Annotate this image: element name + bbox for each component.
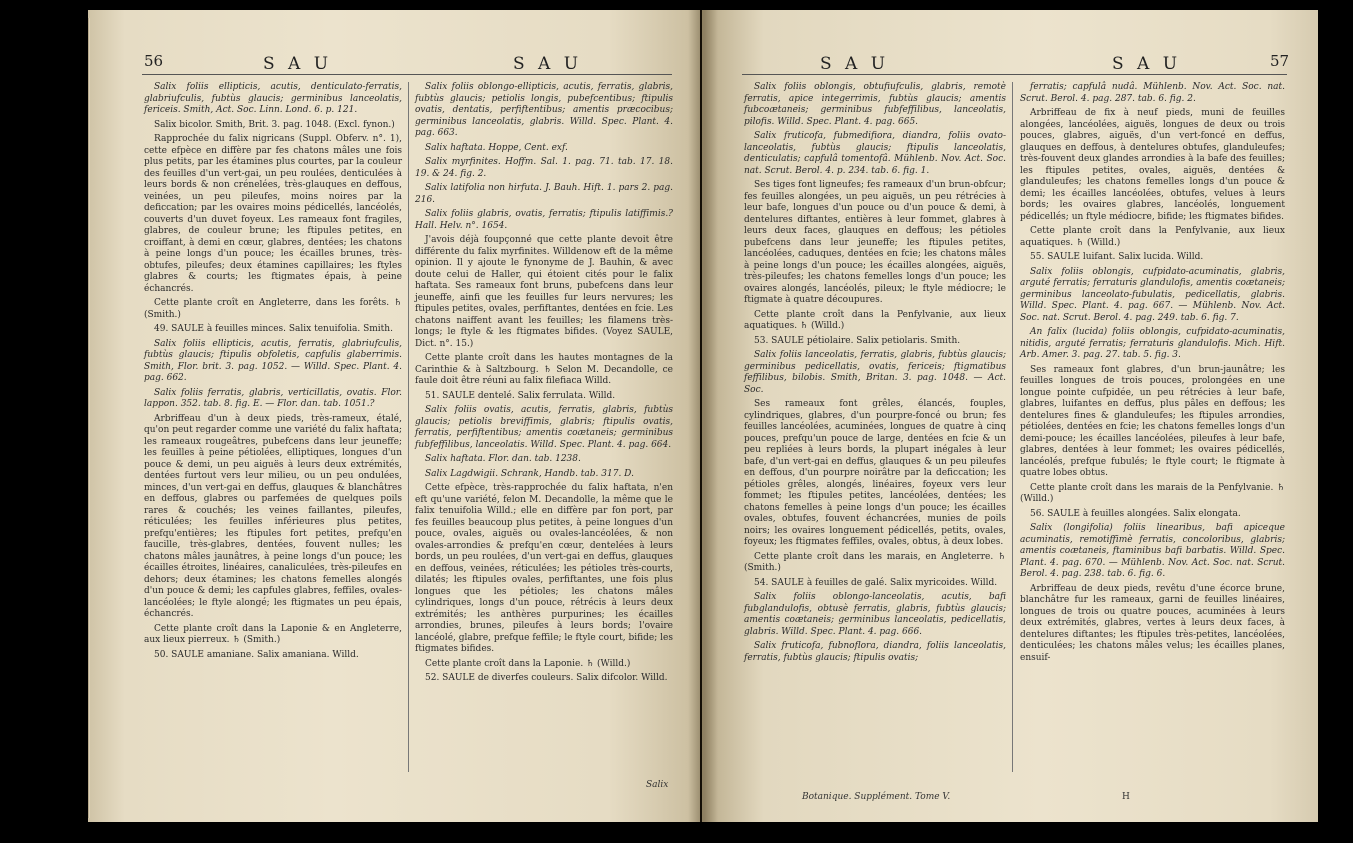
signature-line: Botanique. Supplément. Tome V. (802, 792, 951, 802)
left-page (88, 10, 700, 822)
text-column-left (744, 82, 1006, 667)
paragraph: Salix haftata. Flor. dan. tab. 1238. (425, 454, 581, 464)
paragraph: Cette plante croît dans les hautes montagnes de la Carinthie & à Saltzbourg. ♄ Selon M. Decandolle, ce faule doit être réuni au falix filefiaca Willd. (415, 353, 673, 386)
paragraph: ferratis; capfulâ nudâ. Mühlenb. Nov. Act. Soc. nat. Scrut. Berol. 4. pag. 287. tab. 6. fig. 2. (1020, 82, 1285, 104)
running-header-left: S A U (820, 54, 890, 74)
paragraph: Cette plante croît dans la Laponie & en Angleterre, aux lieux pierreux. ♄ (Smith.) (144, 623, 402, 645)
text-column-right (1020, 82, 1285, 667)
column-separator (1012, 82, 1013, 772)
paragraph: Ses rameaux font grêles, élancés, fouples, cylindriques, glabres, d'un pourpre-foncé ou brun; fes feuilles lancéolées, acuminées, longues de quatre à cinq pouces, prefqu'un pouce de large, dentées en fcie & un peu repliées à leurs bords, la plupart inégales à leur bafe, d'un vert-gai en deffus, glauques & un peu pileufes en deffous, d'un pourpre noirâtre par la deficcation; les pétioles grêles, alongés, linéaires, foyeux vers leur fommet; les ftipules petites, lancéolées, dentées; les chatons femelles à peine longs d'un pouce; les écailles ovales, obtufes, fouvent échancrées, munies de poils noirs; les ovaires longuement pédicellés, petits, ovales, foyeux; les ftigmates feffiles, ovales, obtus, à deux lobes. (744, 399, 1006, 547)
page-number: 56 (144, 52, 164, 70)
paragraph: Salix foliis lanceolatis, ferratis, glabris, fubtùs glaucis; germinibus pedicellatis, ovatis, fericeis; ftigmatibus feffilibus, bilobis. Smith, Britan. 3. pag. 1048. — Act. Soc. (744, 350, 1006, 395)
paragraph: Ses rameaux font glabres, d'un brun-jaunâtre; les feuilles longues de trois pouces, prolongées en une longue pointe cufpidée, un peu rétrécies à leur bafe, glabres, luifantes en deffus, plus pâles en deffous; les dentelures fines & glanduleufes; les ftipules arrondies, pétiolées, dentées en fcie; les chatons femelles longs d'un demi-pouce; les écailles lancéolées, pileufes à leur bafe, glabres, dentées à leur fommet; les ovaires pédicellés, lancéolés, prefque fubulés; le ftyle court; le ftigmate à quatre lobes obtus. (1020, 364, 1285, 478)
paragraph: Salix myrfinites. Hoffm. Sal. 1. pag. 71. tab. 17. 18. 19. & 24. fig. 2. (415, 157, 673, 179)
page-edges (88, 18, 90, 818)
paragraph: 53. SAULE pétiolaire. Salix petiolaris. Smith. (754, 335, 961, 346)
paragraph: Salix foliis oblongo-ellipticis, acutis, ferratis, glabris, fubtùs glaucis; petiolis longis, pubefcentibus; ftipulis ovatis, dentatis, perfiftentibus; amentis præcocibus; germinibus lanceolatis, glabris. Willd. Spec. Plant. 4. pag. 663. (415, 82, 673, 138)
paragraph: 54. SAULE à feuilles de galé. Salix myricoides. Willd. (754, 577, 998, 588)
paragraph: Cette plante croît en Angleterre, dans les forêts. ♄ (Smith.) (144, 298, 402, 320)
paragraph: Salix haftata. Hoppe, Cent. exf. (425, 142, 568, 153)
paragraph: Salix latifolia non hirfuta. J. Bauh. Hift. 1. pars 2. pag. 216. (415, 183, 673, 205)
paragraph: Arbriffeau de fix à neuf pieds, muni de feuilles alongées, lancéolées, aiguës, longues de deux ou trois pouces, glabres, aiguës, d'un vert-foncé en deffus, glauques en deffous, à dentelures obtufes, glanduleufes; très-fouvent deux glandes arrondies à la bafe des feuilles; les ftipules petites, ovales, aiguës, dentées & glanduleufes; les chatons femelles longs d'un pouce & demi; les écailles lancéolées, obtufes, velues à leurs bords; les ovaires glabres, lancéolés, longuement pédicellés; un ftyle médiocre, bifide; les ftigmates bifides. (1020, 108, 1285, 222)
open-book (88, 10, 1318, 822)
text-column-right (415, 82, 673, 688)
book-gutter (688, 10, 718, 822)
paragraph: Cette plante croît dans les marais, en Angleterre. ♄ (Smith.) (744, 551, 1006, 573)
catchword: Salix (646, 780, 669, 790)
paragraph: An falix (lucida) foliis oblongis, cufpidato-acuminatis, nitidis, arguté ferratis; ferraturis glandulofis. Mich. Hift. Arb. Amer. 3. pag. 27. tab. 5. fig. 3. (1020, 327, 1285, 360)
running-header-right: S A U (513, 54, 583, 74)
paragraph: Salix foliis oblongo-lanceolatis, acutis, bafi fubglandulofis, obtusè ferratis, glabris, fubtùs glaucis; amentis coætaneis; germinibus lanceolatis, pedicellatis, glabris. Willd. Spec. Plant. 4. pag. 666. (744, 592, 1006, 637)
paragraph: Arbriffeau de deux pieds, revêtu d'une écorce brune, blanchâtre fur les rameaux, garni de feuilles linéaires, longues de trois ou quatre pouces, acuminées à leurs deux extrémités, glabres, vertes à leurs deux faces, à dentelures diftantes; les ftipules très-petites, lancéolées, denticulées; les chatons mâles velus; les écailles planes, ensuif- (1020, 583, 1285, 663)
paragraph: Cette plante croît dans les marais de la Penfylvanie. ♄ (Willd.) (1020, 482, 1285, 504)
paragraph: Salix fruticofa, fubnoflora, diandra, foliis lanceolatis, ferratis, fubtùs glaucis; ftipulis ovatis; (744, 641, 1006, 663)
paragraph: Salix foliis ellipticis, acutis, denticulato-ferratis, glabriufculis, fubtùs glaucis; germinibus lanceolatis, fericeis. Smith, Act. Soc. Linn. Lond. 6. p. 121. (144, 82, 402, 115)
header-rule (142, 74, 672, 75)
paragraph: J'avois déjà foupçonné que cette plante devoit être différente du falix myrfinites. Willdenow eft de la même opinion. Il y ajoute le fynonyme de J. Bauhin, & avec doute celui de Haller, qui étoient cités pour le falix haftata. Ses rameaux font bruns, pubefcens dans leur jeuneffe, ainfi que les feuilles fur leurs nervures; les ftipules petites, ovales, perfiftantes, dentées en fcie. Les chatons naiffent avant les feuilles; les filamens très-longs; le ftyle & les ftigmates bifides. (Voyez SAULE, Dict. n°. 15.) (415, 235, 673, 349)
running-header-left: S A U (263, 54, 333, 74)
paragraph: Salix foliis oblongis, cufpidato-acuminatis, glabris, arguté ferratis; ferraturis glandulofis, amentis coætaneis; germinibus lanceolato-fubulatis, pedicellatis, glabris. Willd. Spec. Plant. 4. pag. 667. — Mühlenb. Nov. Act. Soc. nat. Scrut. Berol. 4. pag. 249. tab. 6. fig. 7. (1020, 266, 1285, 323)
paragraph: Cette efpèce, très-rapprochée du falix haftata, n'en eft qu'une variété, felon M. Decandolle, la même que le falix tenuifolia Willd.; elle en diffère par fon port, par fes feuilles beaucoup plus petites, à peine longues d'un pouce, ovales, aiguës ou ovales-lancéolées, & non ovales-arrondies & prefqu'en cœur, dentelées à leurs bords, un peu roulées, d'un vert-gai en deffus, glauques en deffous, veinées, réticulées; les pétioles très-courts, dilatés; les ftipules ovales, perfiftantes, une fois plus longues que les pétioles; les chatons mâles cylindriques, longs d'un pouce, rétrécis à leurs deux extrémités; les anthères purpurines; les écailles arrondies, brunes, pileufes à leurs bords; l'ovaire lancéolé, glabre, prefque feffile; le ftyle court, bifide; les ftigmates bifides. (415, 483, 673, 654)
paragraph: Cette plante croît dans la Laponie. ♄ (Willd.) (425, 658, 631, 669)
paragraph: Salix Lagdwigii. Schrank, Handb. tab. 317. D. (425, 468, 634, 479)
paragraph: Cette plante croît dans la Penfylvanie, aux lieux aquatiques. ♄ (Willd.) (1020, 226, 1285, 248)
right-page (702, 10, 1318, 822)
paragraph: Salix fruticofa, fubmedifiora, diandra, foliis ovato-lanceolatis, fubtùs glaucis; ftipulis lanceolatis, denticulatis; capfulâ tomentofâ. Mühlenb. Nov. Act. Soc. nat. Scrut. Berol. 4. p. 234. tab. 6. fig. 1. (744, 131, 1006, 176)
text-column-left (144, 82, 402, 664)
paragraph: 50. SAULE amaniane. Salix amaniana. Willd. (154, 649, 359, 660)
paragraph: 51. SAULE dentelé. Salix ferrulata. Willd. (425, 390, 616, 401)
paragraph: Salix foliis oblongis, obtufiufculis, glabris, remotè ferratis, apice integerrimis, fubtùs glaucis; amentis fubcoætaneis; germinibus fubfeffilibus, lanceolatis, pilofis. Willd. Spec. Plant. 4. pag. 665. (744, 82, 1006, 127)
signature-mark: H (1122, 792, 1130, 802)
paragraph: Salix (longifolia) foliis linearibus, bafi apiceque acuminatis, remotiffimè ferratis, concoloribus, glabris; amentis coætaneis, ftaminibus bafi barbatis. Willd. Spec. Plant. 4. pag. 670. — Mühlenb. Nov. Act. Soc. nat. Scrut. Berol. 4. pag. 238. tab. 6. fig. 6. (1020, 523, 1285, 579)
paragraph: Cette plante croît dans la Penfylvanie, aux lieux aquatiques. ♄ (Willd.) (744, 309, 1006, 331)
paragraph: Salix foliis glabris, ovatis, ferratis; ftipulis latiffimis.? Hall. Helv. n°. 1654. (415, 209, 673, 231)
paragraph: 49. SAULE à feuilles minces. Salix tenuifolia. Smith. (154, 324, 393, 334)
paragraph: Arbriffeau d'un à deux pieds, très-rameux, étalé, qu'on peut regarder comme une variété du falix haftata; les rameaux rougeâtres, pubefcens dans leur jeuneffe; les feuilles à peine pétiolées, elliptiques, longues d'un pouce & demi, un peu aiguës à leurs deux extrémités, dentées furtout vers leur milieu, ou un peu ondulées, minces, d'un vert-gai en deffus, glauques & blanchâtres en deffous, glabres ou parfemées de quelques poils rares & couchés; les veines faillantes, pileufes, réticulées; les feuilles inférieures plus petites, prefqu'entières; les ftipules fort petites, prefqu'en faucille, très-glabres, dentées, fouvent nulles; les chatons mâles jaunâtres, à peine longs d'un pouce; les écailles étroites, linéaires, canaliculées, très-pileufes en dehors; deux étamines; les chatons femelles alongés d'un pouce & demi; les capfules glabres, feffiles, ovales-lancéolées; le ftyle alongé; les ftigmates un peu épais, échancrés. (144, 413, 402, 619)
paragraph: Salix foliis ellipticis, acutis, ferratis, glabriufculis, fubtùs glaucis; ftipulis obfoletis, capfulis glaberrimis. Smith, Flor. brit. 3. pag. 1052. — Willd. Spec. Plant. 4. pag. 662. (144, 338, 402, 383)
paragraph: Salix bicolor. Smith, Brit. 3. pag. 1048. (Excl. fynon.) (154, 119, 395, 130)
running-header-right: S A U (1112, 54, 1182, 74)
paragraph: 52. SAULE de diverfes couleurs. Salix difcolor. Willd. (425, 673, 668, 683)
header-rule (742, 74, 1287, 75)
paragraph: 56. SAULE à feuilles alongées. Salix elongata. (1030, 508, 1241, 519)
paragraph: Salix foliis ovatis, acutis, ferratis, glabris, fubtùs glaucis; petiolis breviffimis, glabris; ftipulis ovatis, ferratis, perfiftentibus; amentis coætaneis; germinibus fubfeffilibus, lanceolatis. Willd. Spec. Plant. 4. pag. 664. (415, 405, 673, 450)
paragraph: Rapprochée du falix nigricans (Suppl. Obferv. n°. 1), cette efpèce en diffère par fes chatons mâles une fois plus petits, par les étamines plus courtes, par la couleur des feuilles d'un vert-gai, un peu roulées, denticulées à leurs bords & non crénelées, très-glauques en deffous, veinées, un peu pileufes, moins noires par la deficcation; par les ovaires moins pédicellés, lancéolés, couverts d'un duvet foyeux. Les rameaux font fragiles, glabres, de couleur brune; les ftipules petites, en croiffant, à demi en cœur, glabres, dentées; les chatons à peine longs d'un pouce; les écailles brunes, très-obtufes, pileufes; deux étamines capillaires; les ftyles glabres & courts; les ftigmates épais, à peine échancrés. (144, 134, 402, 294)
paragraph: 55. SAULE luifant. Salix lucida. Willd. (1030, 252, 1204, 262)
page-number: 57 (1270, 52, 1290, 70)
paragraph: Salix foliis ferratis, glabris, verticillatis, ovatis. Flor. lappon. 352. tab. 8. fig. E. — Flor. dan. tab. 1051.? (144, 387, 402, 409)
column-separator (408, 82, 409, 772)
paragraph: Ses tiges font ligneufes; fes rameaux d'un brun-obfcur; fes feuilles alongées, un peu aiguës, un peu rétrécies à leur bafe, longues d'un pouce ou d'un pouce & demi, à dentelures diftantes, entières à leur fommet, glabres à leurs deux faces, glauques en deffous; les pétioles pubefcens dans leur jeuneffe; les ftipules petites, lancéolées, caduques, dentées en fcie; les chatons mâles à peine longs d'un pouce; les écailles alongées, aiguës, très-pileufes; les chatons femelles longs d'un pouce; les ovaires alongés, lancéolés, pileux; le ftyle médiocre; le ftigmate à quatre découpures. (744, 180, 1006, 305)
